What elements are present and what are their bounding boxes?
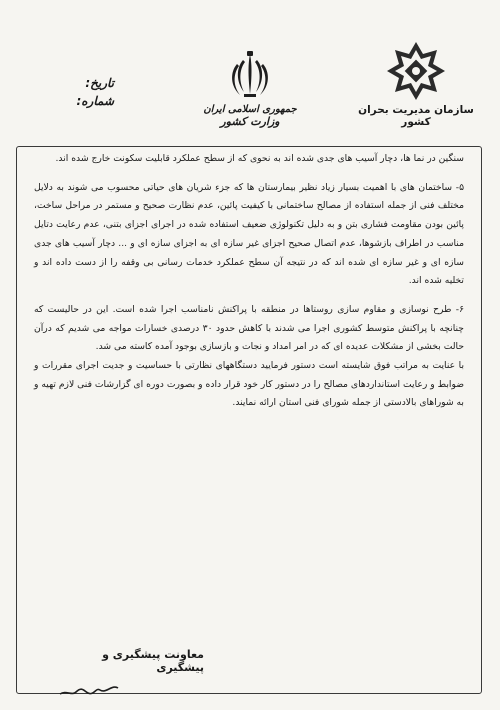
date-number-block <box>44 74 114 110</box>
item-6-paragraph: ۶- طرح نوسازی و مقاوم سازی روستاها در منطقه با پراکنش نامناسب اجرا شده است. این در حالیست که چنانچه با پراکنش متوسط کشوری اجرا می شدند با کاهش حدود ۳۰ درصدی خسارات مواجه می شدیم که درآن حالت بخشی از مشکلات عدیده ای که در امر امداد و نجات و بازسازی بوجود آمده کاسته می شد. <box>34 303 464 353</box>
signature-block <box>54 648 204 702</box>
number-label: شماره: <box>76 94 114 108</box>
ministry-header <box>185 50 315 128</box>
iran-emblem-icon <box>226 50 274 102</box>
republic-name: جمهوری اسلامی ایران <box>203 104 297 115</box>
org-header <box>346 40 486 128</box>
signature-title: معاونت پیشگیری و پیشگیری <box>102 648 204 674</box>
ministry-name: وزارت کشور <box>220 115 280 128</box>
letter-body <box>34 150 464 413</box>
org-name: سازمان مدیریت بحران کشور <box>358 104 474 128</box>
date-label: تاریخ: <box>85 76 114 90</box>
handwritten-signature-icon <box>54 680 124 702</box>
org-emblem-icon <box>385 40 447 102</box>
intro-paragraph: سنگین در نما ها، دچار آسیب های جدی شده اند به نحوی که از سطح عملکرد قابلیت سکونت خارج شده اند. <box>55 153 464 164</box>
closing-paragraph: با عنایت به مراتب فوق شایسته است دستور فرمایید دستگاههای نظارتی با حساسیت و جدیت اجرای مقررات و ضوابط و رعایت استانداردهای مصالح را در دستور کار خود قرار داده و بصورت دوره ای گزارشات فنی لازم تهیه و به شوراهای بالادستی از جمله شورای فنی استان ارائه نمایند. <box>34 360 464 409</box>
item-5-paragraph: ۵- ساختمان های با اهمیت بسیار زیاد نظیر بیمارستان ها که جزء شریان های حیاتی محسوب می شوند به دلایل مختلف فنی از جمله استفاده از مصالح ساختمانی با کیفیت پائین، عدم نظارت صحیح و مستمر در مراحل ساخت، پائین بودن مقاومت فشاری بتن و به دلیل تکنولوژی ضعیف استفاده شده در اجرای اجزای بتنی، عدم رعایت دتایل مناسب در اطراف بازشوها، عدم اتصال صحیح اجزای غیر سازه ای به اجزای سازه ای و ... دچار آسیب های جدی سازه ای و غیر سازه ای شده اند که در نتیجه آن سطح عملکرد خدمات رسانی بی وقفه را از دست داده اند و تخلیه شده اند. <box>34 181 464 287</box>
